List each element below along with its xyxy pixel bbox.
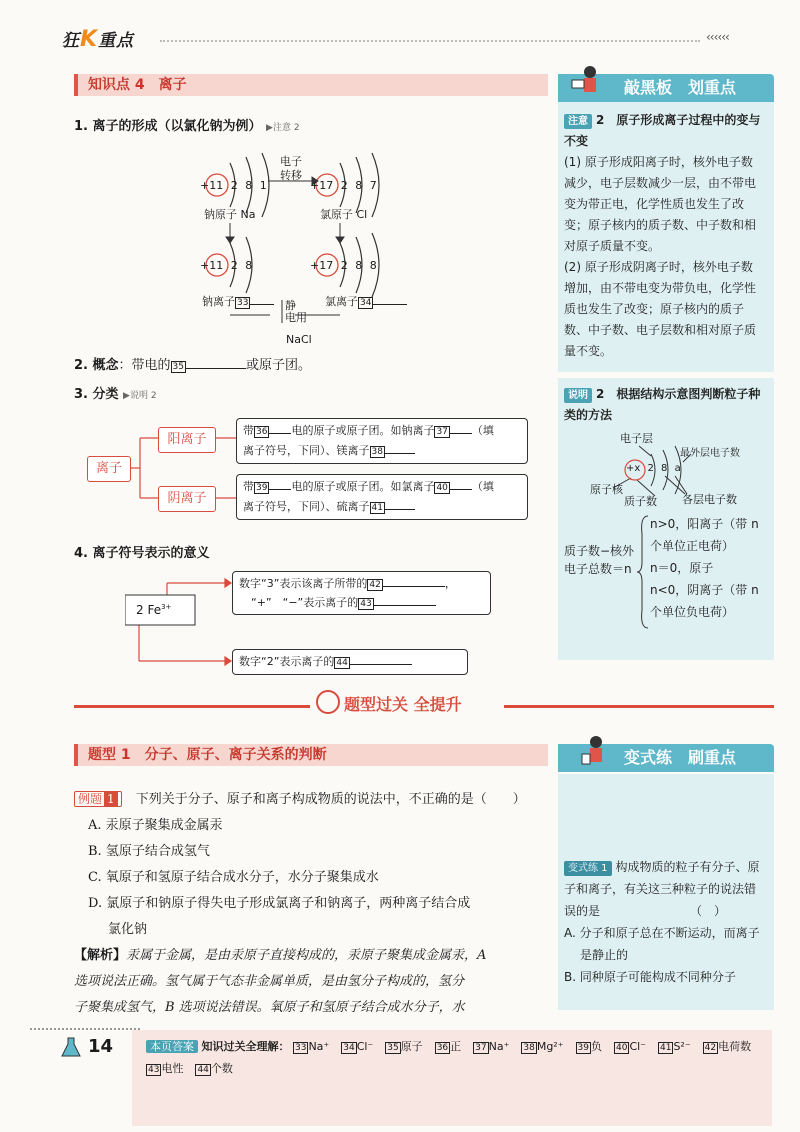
fe-charge: 3+	[161, 603, 172, 611]
diag-nucleus-text	[626, 463, 683, 474]
blank-num-39: 39	[256, 483, 268, 493]
diag-each-label: 各层电子数	[682, 493, 737, 506]
answer-item	[614, 1040, 646, 1053]
analysis	[74, 943, 544, 969]
answer-num: 36	[436, 1043, 449, 1053]
answer-num: 35	[387, 1043, 399, 1053]
rule-1a: n>0，阳离子（带 n	[650, 517, 759, 531]
blank-42[interactable]	[383, 586, 445, 587]
note-p1: (1) 原子形成阳离子时，核外电子数减少，电子层数减少一层，由不带电变为带正电，化学性质也发生了改变；原子核内的质子数、中子数和相对原子质量不变。	[564, 155, 757, 253]
analysis-2: 选项说法正确。氢气属于气态非金属单质，是由氢分子构成的，氢分	[74, 974, 465, 989]
answer-value: 正	[450, 1040, 462, 1053]
analysis-1: 汞属于金属，是由汞原子直接构成的，汞原子聚集成金属汞，A	[126, 948, 487, 963]
page-number: 14	[88, 1036, 114, 1057]
cation-text-1: 带	[243, 424, 254, 437]
student-icon	[578, 734, 612, 770]
meaning-text-2: ，	[444, 577, 456, 590]
answer-value: 电荷数	[718, 1040, 752, 1053]
concept-line	[74, 354, 311, 373]
transfer-label	[280, 155, 302, 183]
transfer-label-2: 转移	[280, 169, 302, 182]
sidebar-note-content	[564, 110, 764, 362]
answer-value: Na⁺	[488, 1040, 510, 1053]
answer-num: 34	[343, 1043, 355, 1053]
na-ion-shells: 2 8	[230, 259, 255, 272]
explain-title: 2 根据结构示意图判断粒子种类的方法	[564, 387, 761, 422]
question-stem: 下列关于分子、原子和离子构成物质的说法中，不正确的是（ ）	[135, 792, 526, 807]
diag-shell-label: 电子层	[620, 432, 653, 445]
logo-text-2: 重点	[98, 31, 135, 51]
answer-value: 个数	[210, 1062, 233, 1075]
heading-text: 1. 离子的形成（以氯化钠为例）	[74, 119, 262, 134]
rule-brace	[636, 514, 650, 630]
question-block	[74, 786, 544, 1021]
option-c[interactable]: C. 氧原子和氢原子结合成水分子，水分子聚集成水	[88, 870, 379, 885]
answer-value: Mg²⁺	[536, 1040, 564, 1053]
cl-ion-label-text: 氯离子	[325, 295, 358, 308]
answer-num: 33	[295, 1043, 307, 1053]
diag-proton-label: 质子数	[624, 495, 657, 508]
cl-ion-label	[325, 293, 407, 309]
classification-note[interactable]: ▶说明 2	[123, 391, 157, 401]
blank-37[interactable]	[450, 433, 472, 434]
diag-nucleus-label: 原子核	[590, 483, 623, 496]
answer-item	[521, 1040, 563, 1053]
practice-option-b[interactable]: B. 同种原子可能构成不同种分子	[564, 970, 736, 984]
answer-value: 原子	[400, 1040, 423, 1053]
blank-41[interactable]	[385, 509, 415, 510]
rule-3b: 个单位负电荷）	[650, 605, 735, 619]
attract-4: 用	[296, 311, 307, 324]
section-title-knowledge: 知识点 4 离子	[74, 74, 548, 96]
na-atom-label: 钠原子 Na	[204, 208, 256, 221]
rule-3a: n<0，阴离子（带 n	[650, 583, 759, 597]
anion-desc-box	[236, 474, 528, 520]
answer-value: Cl⁻	[356, 1040, 374, 1053]
meaning-text-1: 数字“3”表示该离子所带的	[239, 577, 368, 590]
ion-box: 离子	[87, 456, 131, 482]
rule-2: n＝0，原子	[650, 561, 714, 575]
analysis-3: 子聚集成氢气，B 选项说法错误。氧原子和氢原子结合成水分子，水	[74, 1000, 465, 1015]
practice-option-a[interactable]: A. 分子和原子总在不断运动，而离子	[564, 926, 760, 940]
teacher-icon	[570, 64, 604, 100]
sidebar-title-key: 敲黑板 划重点	[558, 74, 774, 102]
header-logo	[62, 26, 134, 52]
answer-value: 电性	[161, 1062, 184, 1075]
answer-item	[385, 1040, 422, 1053]
meaning-lines	[125, 575, 245, 675]
answer-num: 44	[197, 1065, 209, 1075]
blank-33[interactable]	[250, 304, 274, 305]
answer-num: 41	[659, 1043, 672, 1053]
answer-item	[703, 1040, 751, 1053]
blank-num-35: 35	[172, 362, 184, 372]
rule-left	[564, 542, 634, 578]
practice-tag: 变式练 1	[564, 861, 612, 876]
explain-heading	[564, 384, 764, 426]
blank-num-40: 40	[436, 483, 448, 493]
blank-num-42: 42	[369, 580, 381, 590]
answer-value: Cl⁻	[629, 1040, 646, 1053]
note-link[interactable]: ▶注意 2	[266, 123, 300, 133]
answer-item	[195, 1062, 232, 1075]
meaning-text-4: 数字“2”表示离子的	[239, 655, 335, 668]
anion-text-2: 电的原子或原子团。如氯离子	[291, 480, 435, 493]
blank-39[interactable]	[269, 489, 291, 490]
section-title-question: 题型 1 分子、原子、离子关系的判断	[74, 744, 548, 766]
ion-formation-diagram	[190, 145, 430, 355]
na-ion-label	[202, 293, 274, 309]
practice-content	[564, 856, 768, 988]
blank-36[interactable]	[269, 433, 291, 434]
note-tag: 注意	[564, 114, 592, 129]
footer-dots	[30, 1028, 140, 1030]
blank-38[interactable]	[385, 453, 415, 454]
cl-ion-nucleus-label: +17	[310, 259, 334, 272]
na-ion-nucleus-label: +11	[200, 259, 224, 272]
header-divider	[160, 40, 700, 42]
concept-label: 2. 概念	[74, 358, 119, 373]
blank-40[interactable]	[450, 489, 472, 490]
blank-num-37: 37	[436, 427, 448, 437]
blank-34[interactable]	[373, 304, 407, 305]
blank-num-44: 44	[336, 658, 348, 668]
diag-outer-label: 最外层电子数	[680, 448, 740, 459]
divider-icon	[316, 690, 340, 714]
diag-nuc: +x	[626, 463, 641, 474]
note-title: 2 原子形成离子过程中的变与不变	[564, 113, 761, 148]
flask-icon	[60, 1036, 82, 1058]
blank-num-34: 34	[360, 298, 372, 308]
divider-title: 题型过关 全提升	[344, 695, 462, 714]
rule-left-2: 电子总数＝n	[564, 562, 632, 576]
answer-value: 负	[590, 1040, 602, 1053]
practice-stem-1: 构成物质的粒子有分子、原	[615, 860, 760, 874]
answer-item	[146, 1062, 183, 1075]
blank-35[interactable]	[186, 368, 246, 369]
answer-num: 40	[615, 1043, 628, 1053]
cl-down-arrow-head	[336, 237, 344, 243]
cation-text-4: 离子符号，下同）、镁离子	[243, 444, 370, 457]
anion-text-1: 带	[243, 480, 254, 493]
cation-desc-box	[236, 418, 528, 464]
option-a[interactable]: A. 汞原子聚集成金属汞	[88, 818, 223, 833]
option-b[interactable]: B. 氢原子结合成氢气	[88, 844, 210, 859]
option-d-cont: 氯化钠	[108, 922, 148, 937]
practice-stem-3: 误的是 （ ）	[564, 904, 727, 918]
sidebar-title-practice: 变式练 刷重点	[558, 744, 774, 772]
rule-list	[650, 513, 759, 623]
answer-value: S²⁻	[673, 1040, 691, 1053]
explain-tag: 说明	[564, 388, 592, 403]
attraction-label	[285, 300, 307, 336]
blank-43[interactable]	[374, 605, 436, 606]
classification-label: 3. 分类	[74, 387, 119, 402]
cl-atom-nucleus-label: +17	[310, 179, 334, 192]
answer-item	[341, 1040, 373, 1053]
answer-content	[146, 1036, 766, 1080]
header-marks: ‹‹‹‹‹‹	[706, 30, 729, 44]
na-ion-label-text: 钠离子	[202, 295, 235, 308]
note-p2: (2) 原子形成阴离子时，核外电子数增加，由不带电变为带负电，化学性质也发生了改变；原子核内的质子数、中子数、电子层数和相对原子质量不变。	[564, 260, 757, 358]
classification-heading	[74, 383, 157, 402]
meaning-heading: 4. 离子符号表示的意义	[74, 546, 210, 561]
answer-label: 知识过关全理解：	[201, 1040, 290, 1053]
cl-atom-shells: 2 8 7	[340, 179, 379, 192]
rule-left-1: 质子数−核外	[564, 544, 635, 558]
answer-num: 38	[523, 1043, 535, 1053]
anion-text-3: （填	[471, 480, 494, 493]
analysis-label: 【解析】	[74, 948, 127, 963]
practice-stem-2: 子和离子，有关这三种粒子的说法错	[564, 882, 757, 896]
divider-line-left	[74, 705, 310, 708]
anion-text-4: 离子符号，下同）、硫离子	[243, 500, 370, 513]
answer-item	[293, 1040, 329, 1053]
attract-2: 电	[285, 311, 296, 324]
divider-line-right	[504, 705, 774, 708]
cation-text-2: 电的原子或原子团。如钠离子	[291, 424, 435, 437]
na-down-arrow-head	[226, 237, 234, 243]
na-atom-text	[200, 179, 269, 192]
answer-item	[576, 1040, 602, 1053]
answer-item	[473, 1040, 509, 1053]
blank-num-41: 41	[371, 503, 383, 513]
cation-box: 阳离子	[158, 427, 216, 453]
example-tag-num: 1	[104, 792, 118, 806]
anion-box: 阴离子	[158, 486, 216, 512]
example-tag	[74, 791, 122, 807]
fe-symbol	[136, 603, 171, 617]
blank-num-38: 38	[371, 447, 383, 457]
answer-item	[435, 1040, 461, 1053]
rule-1b: 个单位正电荷）	[650, 539, 735, 553]
example-tag-text: 例题	[78, 792, 103, 806]
heading-ion-formation	[74, 115, 300, 134]
answer-item	[658, 1040, 691, 1053]
na-ion-text	[200, 259, 254, 272]
na-atom-shells: 2 8 1	[230, 179, 269, 192]
answer-num: 43	[148, 1065, 160, 1075]
meaning-box-2	[232, 649, 468, 675]
blank-num-43: 43	[360, 599, 372, 609]
option-d[interactable]: D. 氯原子和钠原子得失电子形成氯离子和钠离子，两种离子结合成	[88, 896, 471, 911]
practice-option-a-cont: 是静止的	[580, 948, 629, 962]
meaning-box-1	[232, 571, 491, 615]
attract-1: 静	[285, 299, 296, 312]
blank-num-36: 36	[256, 427, 268, 437]
answer-tag: 本页答案	[146, 1040, 198, 1053]
answer-num: 37	[475, 1043, 487, 1053]
transfer-label-1: 电子	[280, 155, 302, 168]
answer-num: 42	[704, 1043, 717, 1053]
logo-text-1: 狂	[62, 31, 80, 51]
concept-pre: ：带电的	[118, 358, 171, 373]
answer-num: 39	[577, 1043, 589, 1053]
concept-post: 或原子团。	[245, 358, 311, 373]
nacl-label: NaCl	[286, 333, 312, 346]
diag-shells: 2 8 a	[647, 463, 683, 474]
logo-k: K	[80, 27, 99, 52]
blank-num-33: 33	[237, 298, 249, 308]
cl-ion-text	[310, 259, 379, 272]
cl-atom-text	[310, 179, 379, 192]
na-atom-nucleus-label: +11	[200, 179, 224, 192]
fe-symbol-text: 2 Fe	[136, 603, 162, 617]
blank-44[interactable]	[350, 664, 412, 665]
meaning-text-3: “+” “−”表示离子的	[251, 596, 359, 609]
cl-atom-label: 氯原子 Cl	[320, 208, 368, 221]
answer-value: Na⁺	[308, 1040, 330, 1053]
cl-ion-shells: 2 8 8	[340, 259, 379, 272]
cation-text-3: （填	[471, 424, 494, 437]
